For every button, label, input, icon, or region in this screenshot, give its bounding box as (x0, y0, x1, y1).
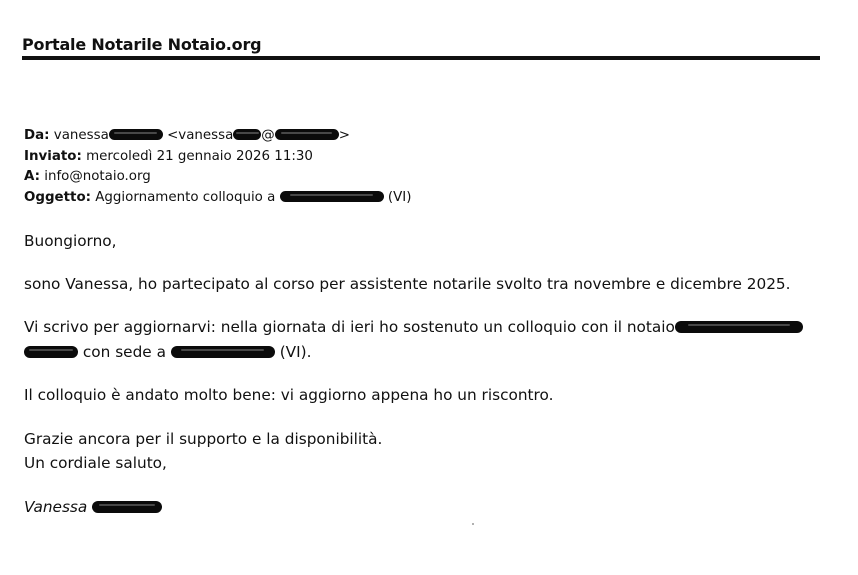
redaction-mark (109, 129, 163, 140)
greeting: Buongiorno, (24, 232, 117, 250)
subject-label: Oggetto: (24, 189, 91, 205)
portal-title: Portale Notarile Notaio.org (22, 35, 262, 54)
redaction-mark (280, 191, 384, 202)
redaction-mark (92, 501, 162, 513)
redaction-mark (24, 346, 78, 358)
paragraph-1: sono Vanessa, ho partecipato al corso per assistente notarile svolto tra novembre e dicembre 2025. (24, 275, 791, 293)
signature-name: Vanessa (24, 498, 88, 516)
redaction-mark (171, 346, 275, 358)
from-name: vanessa (53, 128, 109, 143)
from-row (24, 126, 411, 147)
sent-label: Inviato: (24, 148, 82, 164)
sent-row (24, 147, 411, 168)
sent-value: mercoledì 21 gennaio 2026 11:30 (86, 148, 313, 164)
paragraph-2-text: Vi scrivo per aggiornarvi: nella giornata di ieri ho sostenuto un colloquio con il notaio (24, 318, 675, 336)
paragraph-2-mid: con sede a (82, 343, 166, 361)
subject-suffix: (VI) (387, 189, 412, 205)
redaction-mark (275, 129, 339, 140)
from-email-prefix: <vanessa (167, 128, 234, 143)
redaction-mark (675, 321, 803, 333)
email-headers (24, 126, 411, 208)
closing-line-1: Grazie ancora per il supporto e la disponibilità. (24, 430, 383, 448)
signature (24, 498, 162, 516)
paragraph-2-line-2 (24, 343, 311, 361)
title-divider (22, 56, 820, 60)
from-label: Da: (24, 128, 50, 143)
paragraph-2-end: (VI). (279, 343, 312, 361)
from-email-suffix: > (338, 128, 350, 143)
to-row (24, 167, 411, 188)
to-label: A: (24, 169, 40, 184)
from-email-at: @ (261, 128, 275, 143)
closing-line-2: Un cordiale saluto, (24, 454, 167, 472)
paragraph-3: Il colloquio è andato molto bene: vi aggiorno appena ho un riscontro. (24, 386, 554, 404)
subject-row (24, 188, 411, 209)
to-value: info@notaio.org (44, 169, 151, 184)
paragraph-2-line-1 (24, 318, 803, 336)
subject-value: Aggiornamento colloquio a (95, 189, 276, 205)
redaction-mark (233, 129, 261, 140)
scan-speck (472, 523, 474, 525)
